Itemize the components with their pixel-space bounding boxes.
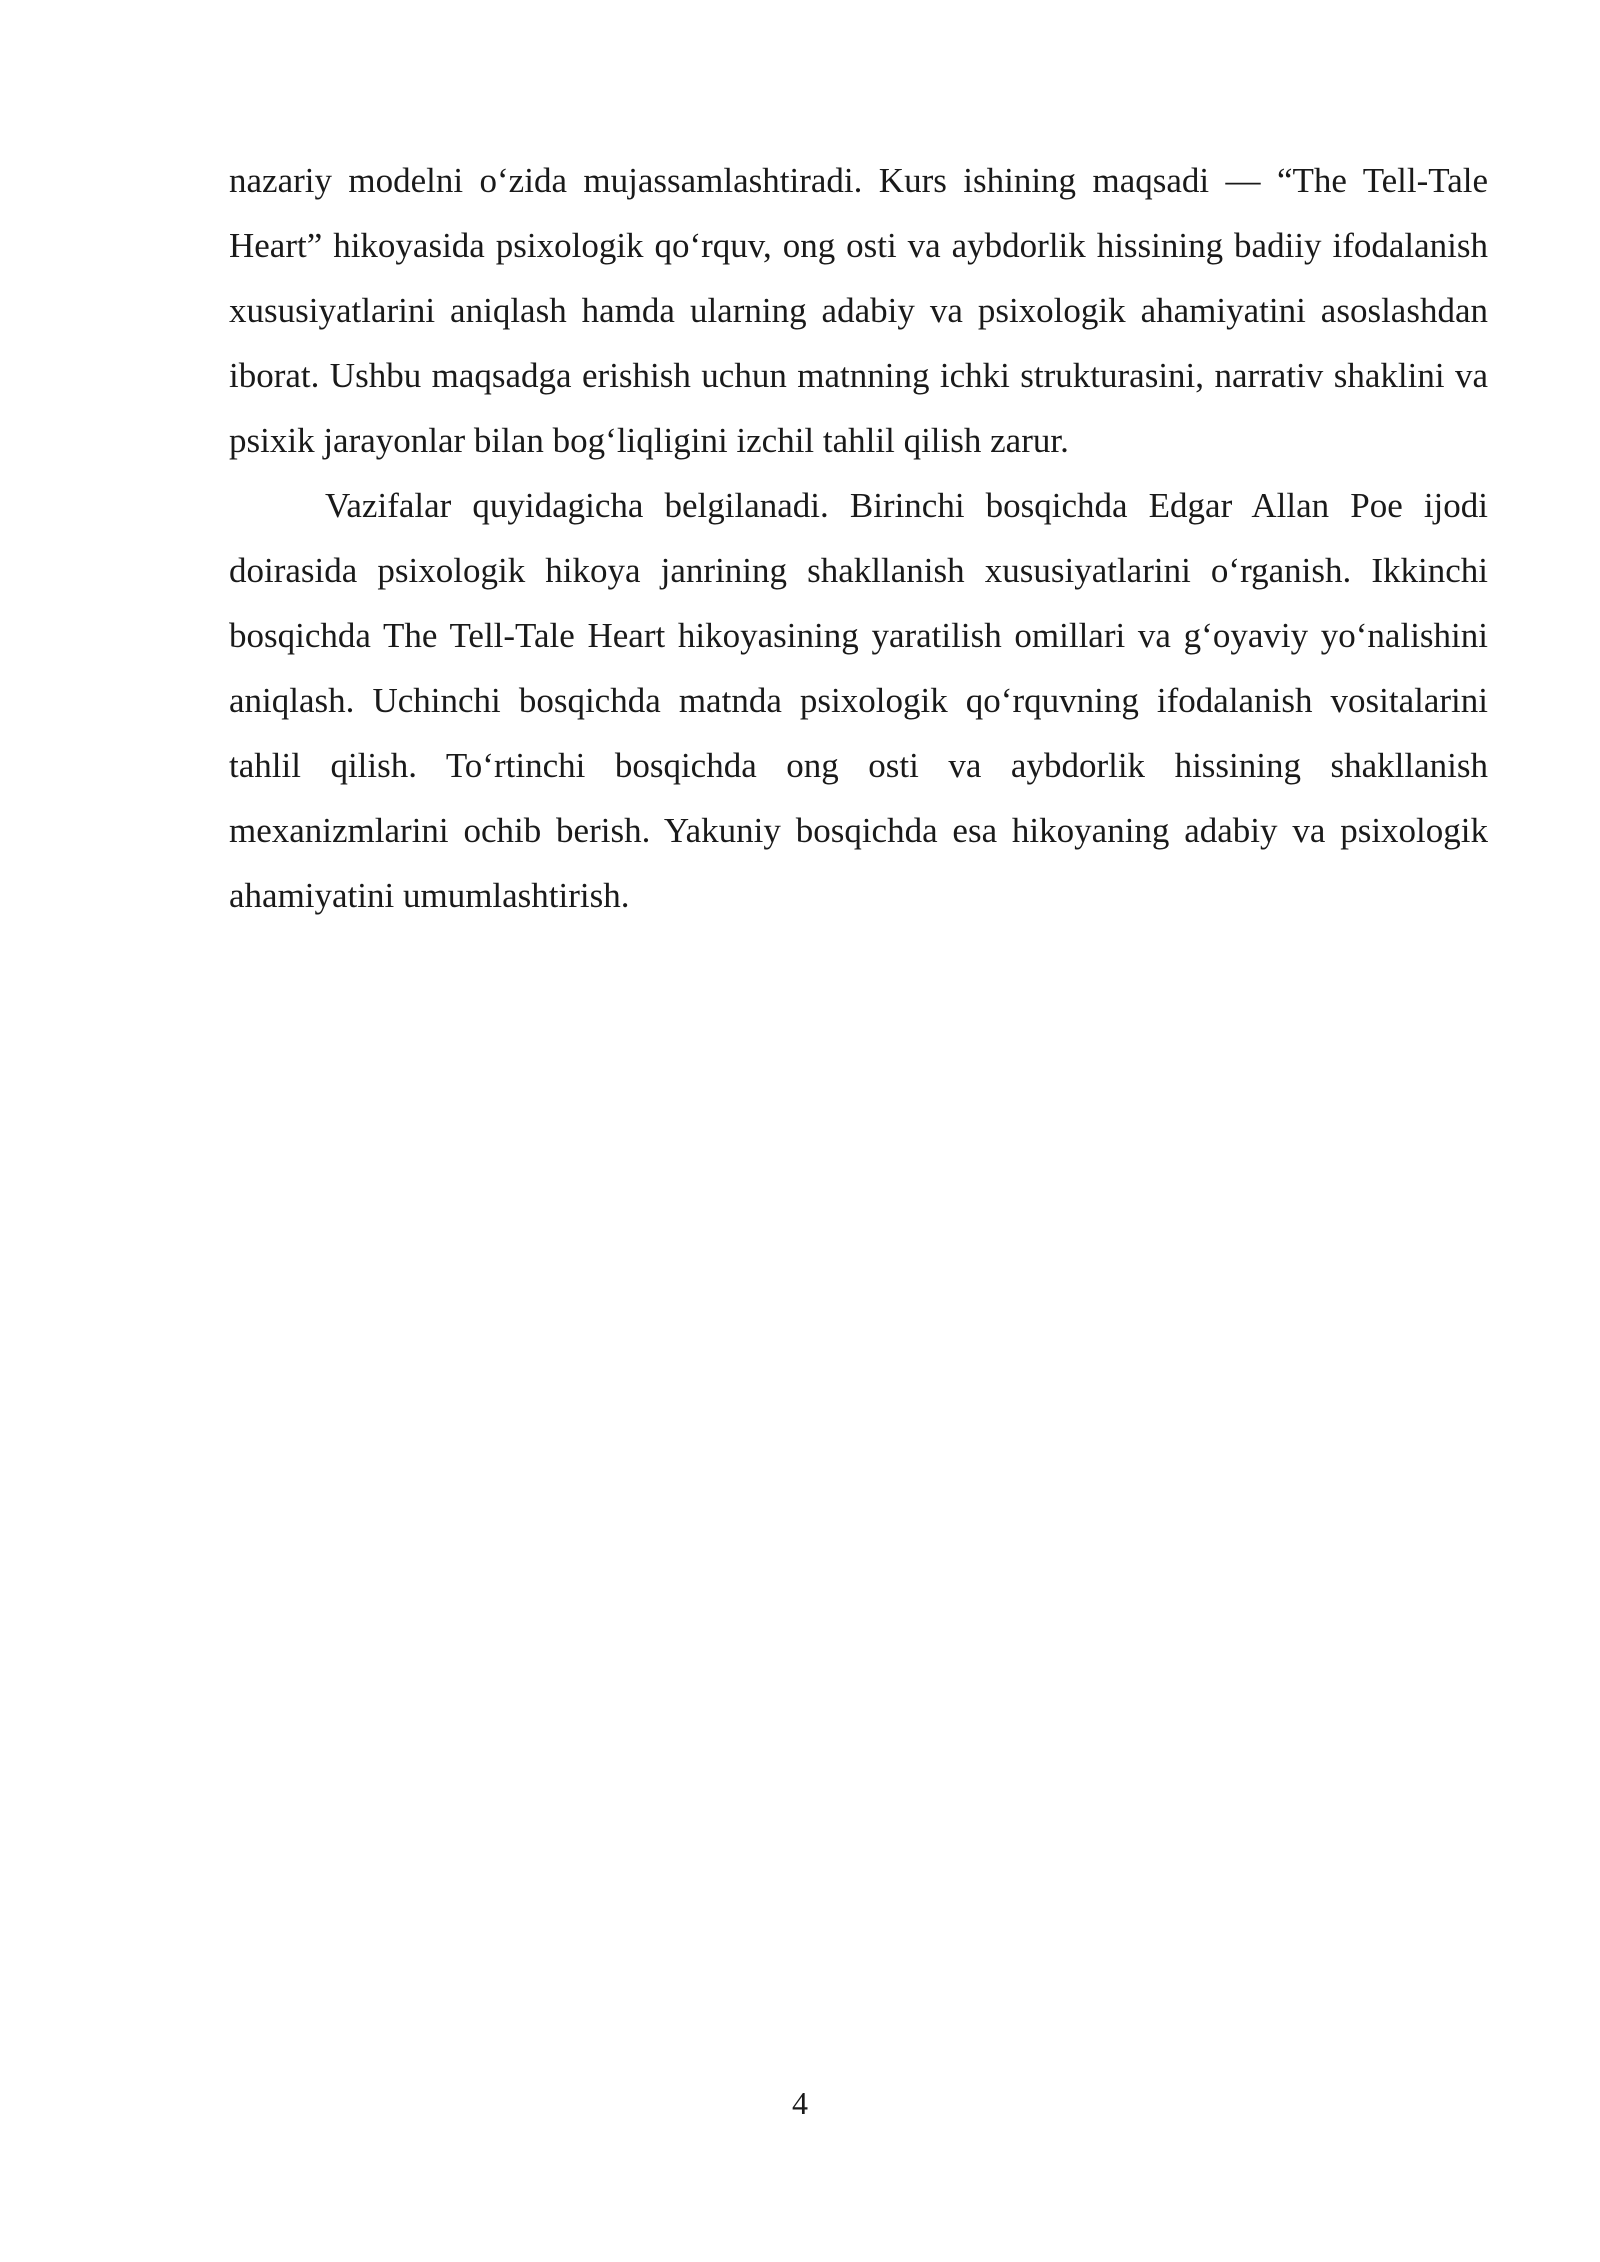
paragraph-aim: nazariy modelni o‘zida mujassamlashtiradi. Kurs ishining maqsadi — “The Tell-Tale Heart” hikoyasida psixologik qo‘rquv, ong osti va aybdorlik hissining badiiy ifodalanish xususiyatlarini aniqlash hamda ularning adabiy va psixologik ahamiyatini asoslashdan iborat. Ushbu maqsadga erishish uchun matnning ichki strukturasini, narrativ shaklini va psixik jarayonlar bilan bog‘liqligini izchil tahlil qilish zarur. (229, 161, 1488, 460)
paragraph-tasks: Vazifalar quyidagicha belgilanadi. Birinchi bosqichda Edgar Allan Poe ijodi doirasida psixologik hikoya janrining shakllanish xususiyatlarini o‘rganish. Ikkinchi bosqichda The Tell-Tale Heart hikoyasining yaratilish omillari va g‘oyaviy yo‘nalishini aniqlash. Uchinchi bosqichda matnda psixologik qo‘rquvning ifodalanish vositalarini tahlil qilish. To‘rtinchi bosqichda ong osti va aybdorlik hissining shakllanish mexanizmlarini ochib berish. Yakuniy bosqichda esa hikoyaning adabiy va psixologik ahamiyatini umumlashtirish. (229, 486, 1488, 915)
page-number: 4 (792, 2085, 808, 2121)
body-text (229, 148, 1488, 928)
